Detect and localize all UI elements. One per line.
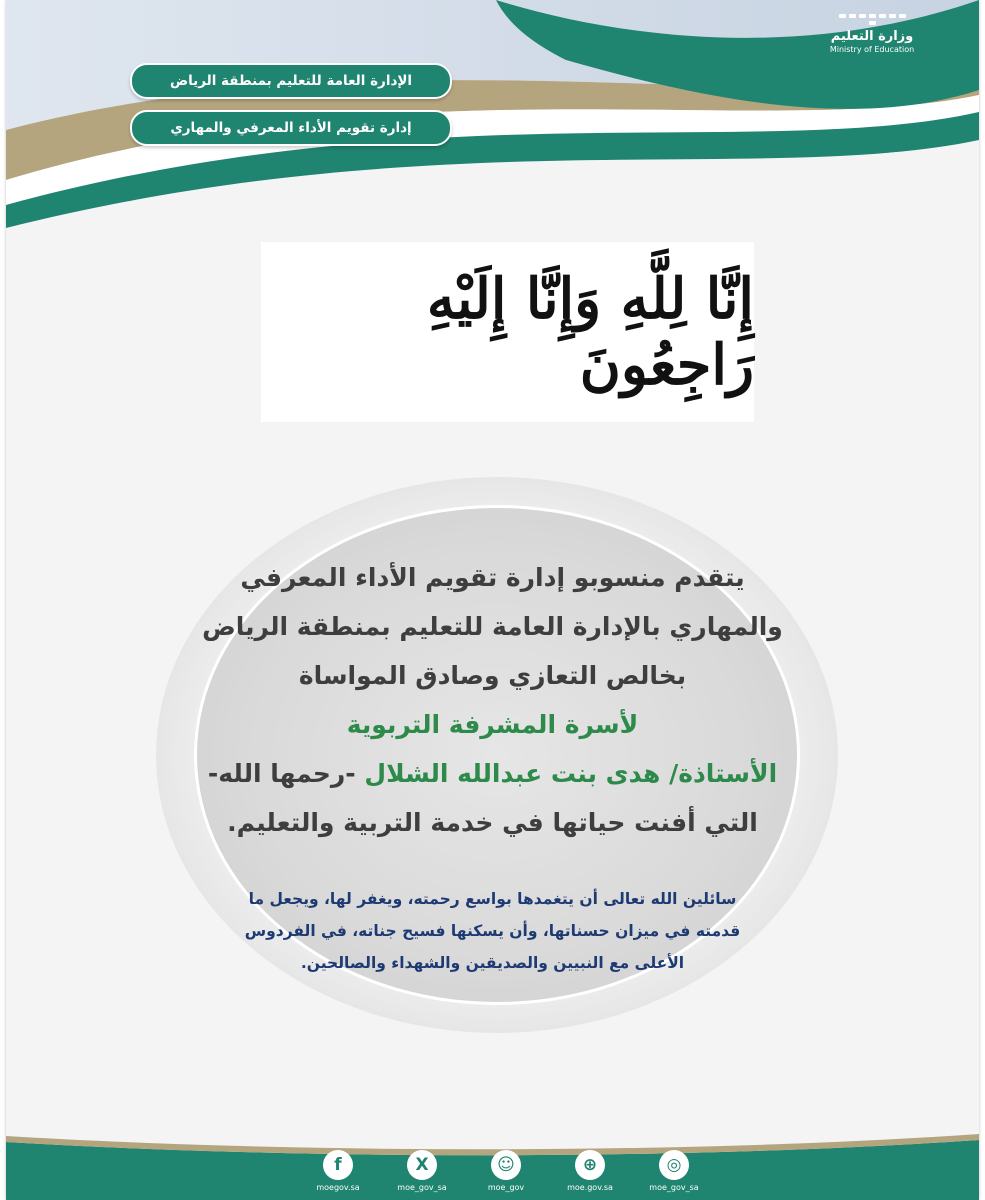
ministry-logo	[817, 14, 927, 54]
message-line-6: التي أفنت حياتها في خدمة التربية والتعليم.	[227, 808, 758, 837]
social-links	[306, 1150, 706, 1192]
calligraphy-panel	[261, 242, 754, 422]
region-badge: الإدارة العامة للتعليم بمنطقة الرياض	[130, 63, 452, 99]
social-facebook[interactable]	[306, 1150, 370, 1192]
message-line-1: يتقدم منسوبو إدارة تقويم الأداء المعرفي	[240, 563, 745, 592]
social-label: moe_gov_sa	[397, 1183, 447, 1192]
prayer-message	[6, 883, 979, 979]
social-website[interactable]	[558, 1150, 622, 1192]
prayer-line-2: قدمته في ميزان حسناتها، وأن يسكنها فسيح جناته، في الفردوس	[244, 922, 741, 940]
deceased-suffix: -رحمها الله-	[207, 759, 356, 788]
globe-icon: ⊕	[575, 1150, 605, 1180]
istirja-calligraphy: إِنَّا لِلَّهِ وَإِنَّا إِلَيْهِ رَاجِعُونَ	[426, 266, 754, 398]
ministry-name-ar: وزارة التعليم	[830, 29, 914, 44]
snapchat-icon: ☺	[491, 1150, 521, 1180]
social-label: moegov.sa	[316, 1183, 360, 1192]
logo-mark-icon	[836, 14, 908, 25]
department-badge: إدارة تقويم الأداء المعرفي والمهاري	[130, 110, 452, 146]
social-label: moe.gov.sa	[567, 1183, 613, 1192]
social-label: moe_gov	[487, 1183, 525, 1192]
social-snapchat[interactable]	[474, 1150, 538, 1192]
family-line: لأسرة المشرفة التربوية	[346, 710, 639, 739]
deceased-name: الأستاذة/ هدى بنت عبدالله الشلال	[364, 759, 778, 788]
deceased-line	[6, 749, 979, 798]
social-x[interactable]	[390, 1150, 454, 1192]
message-line-2: والمهاري بالإدارة العامة للتعليم بمنطقة الرياض	[202, 612, 783, 641]
message-line-3: بخالص التعازي وصادق المواساة	[298, 661, 687, 690]
x-icon: X	[407, 1150, 437, 1180]
prayer-line-3: الأعلى مع النبيين والصديقين والشهداء والصالحين.	[300, 954, 685, 972]
condolence-message	[6, 553, 979, 847]
social-label: moe_gov_sa	[649, 1183, 699, 1192]
prayer-line-1: سائلين الله تعالى أن يتغمدها بواسع رحمته، ويغفر لها، ويجعل ما	[248, 890, 737, 908]
facebook-icon: f	[323, 1150, 353, 1180]
instagram-icon: ◎	[659, 1150, 689, 1180]
ministry-name-en: Ministry of Education	[829, 45, 915, 54]
condolence-card	[6, 0, 979, 1200]
social-instagram[interactable]	[642, 1150, 706, 1192]
